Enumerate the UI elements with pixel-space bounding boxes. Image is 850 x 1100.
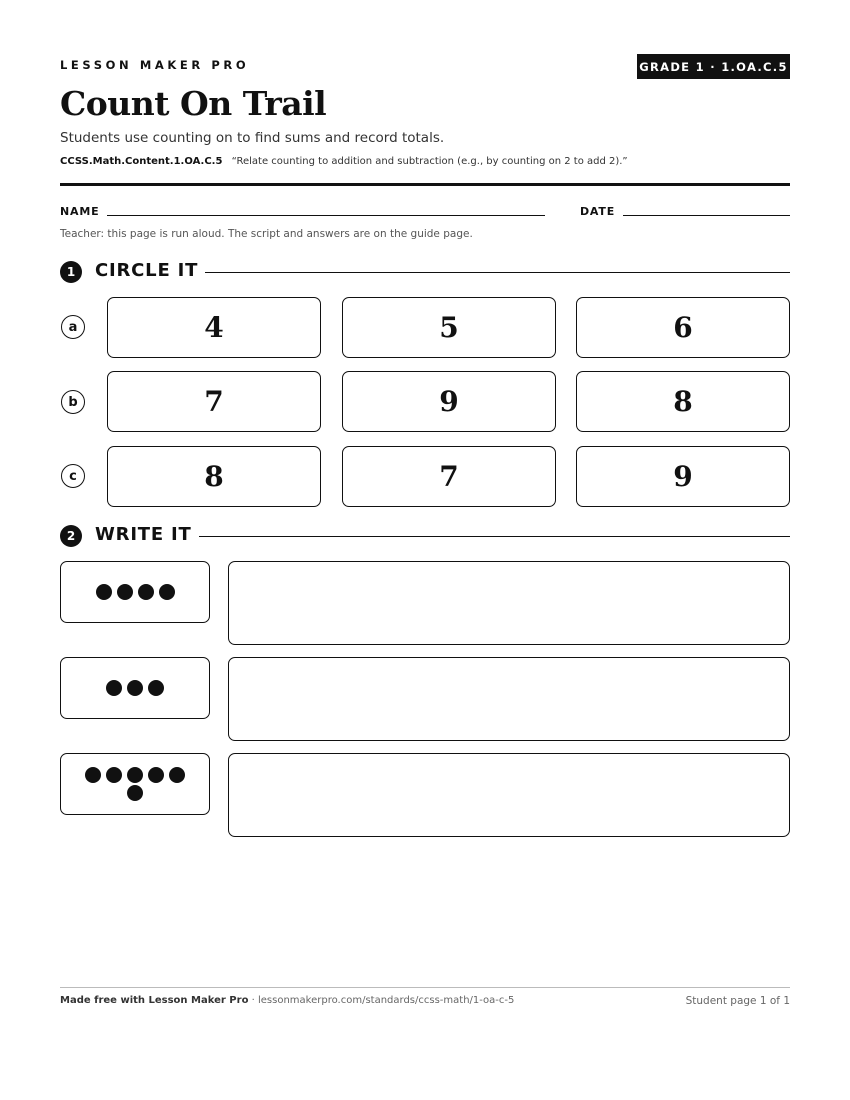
standard-code: CCSS.Math.Content.1.OA.C.5 <box>60 156 223 167</box>
choice-box[interactable]: 7 <box>342 446 556 507</box>
grade-badge: GRADE 1 · 1.OA.C.5 <box>637 54 790 79</box>
count-dot <box>159 584 175 600</box>
count-dot <box>148 767 164 783</box>
footer-credit <box>60 995 514 1006</box>
count-dot <box>169 767 185 783</box>
footer-url[interactable]: · lessonmakerpro.com/standards/ccss-math/1-oa-c-5 <box>251 995 515 1006</box>
row-label-c: c <box>61 464 85 488</box>
answer-box[interactable] <box>228 561 790 645</box>
count-dot <box>106 680 122 696</box>
date-field[interactable] <box>623 215 790 216</box>
section-1-number: 1 <box>60 261 82 283</box>
count-dot <box>106 767 122 783</box>
section-2-title: WRITE IT <box>95 524 192 545</box>
answer-box[interactable] <box>228 657 790 741</box>
footer-made-with: Made free with Lesson Maker Pro <box>60 995 249 1006</box>
standard-line <box>60 156 628 167</box>
page-indicator: Student page 1 of 1 <box>685 995 790 1007</box>
choice-box[interactable]: 5 <box>342 297 556 358</box>
dot-card <box>60 753 210 815</box>
section-2-number: 2 <box>60 525 82 547</box>
section-2-rule <box>199 536 790 537</box>
choice-box[interactable]: 8 <box>576 371 790 432</box>
page-subtitle: Students use counting on to find sums and record totals. <box>60 130 445 146</box>
choice-box[interactable]: 4 <box>107 297 321 358</box>
count-dot <box>117 584 133 600</box>
count-dot <box>127 785 143 801</box>
brand-name: LESSON MAKER PRO <box>60 58 250 72</box>
count-dot <box>138 584 154 600</box>
count-dot <box>85 767 101 783</box>
choice-box[interactable]: 6 <box>576 297 790 358</box>
section-1-rule <box>205 272 790 273</box>
count-dot <box>148 680 164 696</box>
footer-divider <box>60 987 790 988</box>
standard-text: “Relate counting to addition and subtraction (e.g., by counting on 2 to add 2).” <box>231 156 628 167</box>
dot-card <box>60 657 210 719</box>
section-1-title: CIRCLE IT <box>95 260 199 281</box>
count-dot <box>96 584 112 600</box>
choice-box[interactable]: 7 <box>107 371 321 432</box>
dot-card <box>60 561 210 623</box>
choice-box[interactable]: 8 <box>107 446 321 507</box>
page-title: Count On Trail <box>60 84 327 123</box>
choice-box[interactable]: 9 <box>342 371 556 432</box>
row-label-a: a <box>61 315 85 339</box>
teacher-note: Teacher: this page is run aloud. The script and answers are on the guide page. <box>60 228 473 240</box>
count-dot <box>127 767 143 783</box>
header-divider <box>60 183 790 186</box>
name-label: NAME <box>60 205 100 218</box>
date-label: DATE <box>580 205 616 218</box>
count-dot <box>127 680 143 696</box>
row-label-b: b <box>61 390 85 414</box>
answer-box[interactable] <box>228 753 790 837</box>
name-field[interactable] <box>107 215 545 216</box>
choice-box[interactable]: 9 <box>576 446 790 507</box>
